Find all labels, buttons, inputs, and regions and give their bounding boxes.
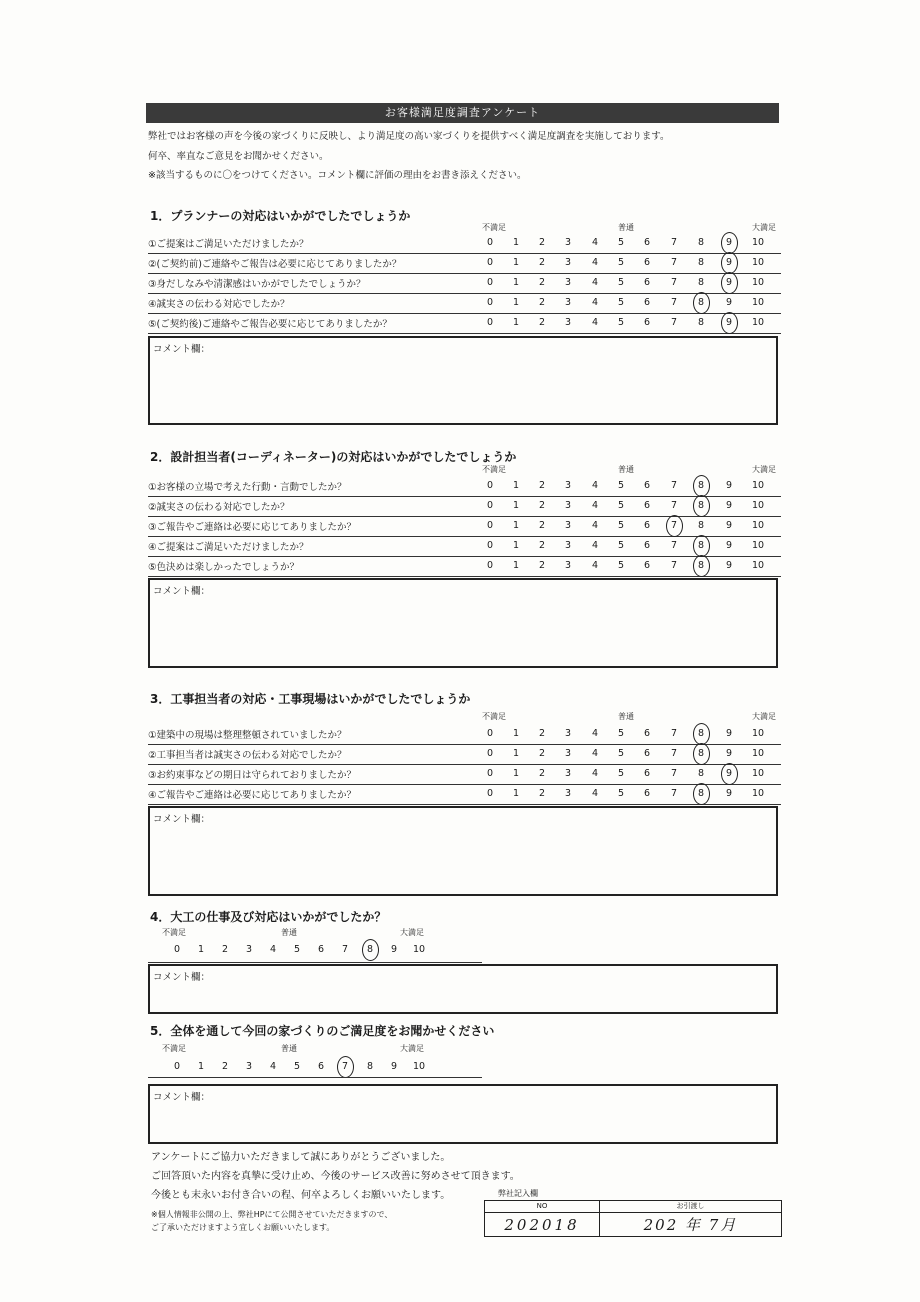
question-text: ⑤色決めは楽しかったでしょうか？ [148, 562, 300, 573]
rating-option[interactable]: 4 [591, 540, 599, 551]
section3-title: 3．工事担当者の対応・工事現場はいかがでしたでしょうか [150, 692, 471, 706]
rating-option[interactable]: 1 [512, 728, 520, 739]
rating-option[interactable]: 2 [538, 237, 546, 248]
rating-option[interactable]: 9 [725, 500, 733, 511]
rating-option[interactable]: 1 [512, 500, 520, 511]
rating-option[interactable]: 0 [486, 297, 494, 308]
rating-option[interactable]: 10 [751, 520, 765, 531]
question-row [148, 496, 781, 517]
rating-option[interactable]: 10 [751, 277, 765, 288]
rating-option[interactable]: 7 [670, 788, 678, 799]
rating-option[interactable]: 4 [591, 748, 599, 759]
rating-option-selected[interactable]: 9 [719, 237, 739, 248]
rating-option[interactable]: 3 [564, 560, 572, 571]
rating-option[interactable]: 9 [725, 728, 733, 739]
question-row [148, 476, 781, 497]
rating-option[interactable]: 5 [617, 297, 625, 308]
rating-option[interactable]: 7 [670, 480, 678, 491]
rating-option-selected[interactable]: 8 [691, 560, 711, 571]
section5-scale-low: 不満足 [162, 1044, 186, 1053]
section5-rating-selected[interactable]: 7 [335, 1061, 355, 1072]
rating-option[interactable]: 2 [538, 788, 546, 799]
question-row [148, 536, 781, 557]
section1-title: 1．プランナーの対応はいかがでしたでしょうか [150, 209, 411, 223]
rating-option[interactable]: 1 [512, 768, 520, 779]
rating-option-selected[interactable]: 8 [691, 297, 711, 308]
rating-option[interactable]: 5 [617, 480, 625, 491]
rating-option[interactable]: 3 [564, 748, 572, 759]
office-use-table [484, 1200, 782, 1237]
rating-option[interactable]: 2 [538, 480, 546, 491]
rating-option[interactable]: 7 [670, 728, 678, 739]
section3-scale-low: 不満足 [482, 712, 506, 721]
rating-option[interactable]: 0 [486, 237, 494, 248]
rating-option[interactable]: 0 [486, 520, 494, 531]
rating-option-selected[interactable]: 9 [719, 768, 739, 779]
rating-option[interactable]: 5 [617, 560, 625, 571]
rating-option[interactable]: 5 [617, 768, 625, 779]
question-text: ④ご提案はご満足いただけましたか？ [148, 542, 309, 553]
rating-option[interactable]: 0 [486, 480, 494, 491]
section4-scale-high: 大満足 [400, 928, 424, 937]
section5-scale-high: 大満足 [400, 1044, 424, 1053]
rating-option[interactable]: 7 [670, 237, 678, 248]
rating-option[interactable]: 1 [512, 480, 520, 491]
rating-option[interactable]: 0 [486, 748, 494, 759]
section4-rating-option[interactable]: 0 [173, 944, 181, 955]
rating-option[interactable]: 3 [564, 728, 572, 739]
section4-rating-option[interactable]: 1 [197, 944, 205, 955]
rating-option[interactable]: 10 [751, 560, 765, 571]
section5-rating-option[interactable]: 8 [366, 1061, 374, 1072]
section3-scale-high: 大満足 [752, 712, 776, 721]
question-row [148, 724, 781, 745]
rating-option[interactable]: 3 [564, 257, 572, 268]
rating-option[interactable]: 0 [486, 560, 494, 571]
section5-rating-option[interactable]: 3 [245, 1061, 253, 1072]
question-text: ④誠実さの伝わる対応でしたか？ [148, 299, 290, 310]
question-text: ①ご提案はご満足いただけましたか？ [148, 239, 309, 250]
question-row [148, 253, 781, 274]
section4-rating-option[interactable]: 9 [390, 944, 398, 955]
rating-option[interactable]: 9 [725, 297, 733, 308]
section2-scale-mid: 普通 [618, 465, 634, 474]
rating-option[interactable]: 3 [564, 297, 572, 308]
rating-option[interactable]: 10 [751, 297, 765, 308]
rating-option[interactable]: 8 [697, 257, 705, 268]
rating-option[interactable]: 5 [617, 237, 625, 248]
question-text: ②誠実さの伝わる対応でしたか？ [148, 502, 290, 513]
office-no-header: NO [485, 1201, 600, 1213]
rating-option[interactable]: 0 [486, 277, 494, 288]
question-row [148, 233, 781, 254]
rating-option[interactable]: 8 [697, 277, 705, 288]
rating-option[interactable]: 6 [643, 257, 651, 268]
section3-scale-mid: 普通 [618, 712, 634, 721]
rating-option[interactable]: 2 [538, 540, 546, 551]
rating-option[interactable]: 5 [617, 500, 625, 511]
office-use-label: 弊社記入欄 [498, 1189, 538, 1198]
office-delivery-header: お引渡し [600, 1201, 781, 1213]
section5-rating-option[interactable]: 4 [269, 1061, 277, 1072]
rating-option[interactable]: 2 [538, 520, 546, 531]
rating-option[interactable]: 6 [643, 297, 651, 308]
question-text: ②工事担当者は誠実さの伝わる対応でしたか？ [148, 750, 347, 761]
rating-option[interactable]: 5 [617, 540, 625, 551]
section5-title: 5．全体を通して今回の家づくりのご満足度をお聞かせください [150, 1024, 495, 1038]
rating-option[interactable]: 4 [591, 560, 599, 571]
section4-comment-box[interactable] [148, 964, 778, 1014]
rating-option[interactable]: 4 [591, 297, 599, 308]
rating-option-selected[interactable]: 8 [691, 728, 711, 739]
rating-option[interactable]: 2 [538, 748, 546, 759]
rating-option[interactable]: 2 [538, 560, 546, 571]
rating-option[interactable]: 1 [512, 748, 520, 759]
rating-option[interactable]: 10 [751, 317, 765, 328]
section5-comment-label: コメント欄： [153, 1092, 211, 1103]
rating-option[interactable]: 4 [591, 500, 599, 511]
rating-option[interactable]: 6 [643, 237, 651, 248]
rating-option[interactable]: 8 [697, 317, 705, 328]
section4-scale-low: 不満足 [162, 928, 186, 937]
rating-option[interactable]: 9 [725, 788, 733, 799]
question-text: ②(ご契約前)ご連絡やご報告は必要に応じてありましたか？ [148, 259, 402, 270]
section5-rating-option[interactable]: 5 [293, 1061, 301, 1072]
rating-option[interactable]: 5 [617, 728, 625, 739]
section5-scale-mid: 普通 [281, 1044, 297, 1053]
rating-option[interactable]: 9 [725, 560, 733, 571]
rating-option[interactable]: 4 [591, 277, 599, 288]
rating-option[interactable]: 7 [670, 768, 678, 779]
question-text: ④ご報告やご連絡は必要に応じてありましたか？ [148, 790, 357, 801]
rating-option[interactable]: 3 [564, 317, 572, 328]
rating-option[interactable]: 6 [643, 540, 651, 551]
question-row [148, 764, 781, 785]
section3-comment-box[interactable] [148, 806, 778, 896]
section1-comment-box[interactable] [148, 336, 778, 425]
section2-scale-high: 大満足 [752, 465, 776, 474]
rating-option[interactable]: 0 [486, 317, 494, 328]
rating-option-selected[interactable]: 9 [719, 317, 739, 328]
section2-scale-low: 不満足 [482, 465, 506, 474]
rating-option[interactable]: 7 [670, 500, 678, 511]
rating-option[interactable]: 10 [751, 728, 765, 739]
rating-option-selected[interactable]: 9 [719, 277, 739, 288]
question-row [148, 556, 781, 577]
rating-option[interactable]: 10 [751, 540, 765, 551]
rating-option-selected[interactable]: 9 [719, 257, 739, 268]
rating-option[interactable]: 10 [751, 768, 765, 779]
rating-option-selected[interactable]: 8 [691, 788, 711, 799]
section5-rating-option[interactable]: 9 [390, 1061, 398, 1072]
rating-option[interactable]: 1 [512, 520, 520, 531]
intro-line-1: 弊社ではお客様の声を今後の家づくりに反映し、より満足度の高い家づくりを提供すべく満足度調査を実施しております。 [148, 131, 670, 142]
section4-title: 4．大工の仕事及び対応はいかがでしたか？ [150, 910, 387, 924]
survey-title: お客様満足度調査アンケート [146, 103, 779, 123]
comment-label: コメント欄： [153, 814, 211, 825]
rating-option[interactable]: 3 [564, 480, 572, 491]
rating-option[interactable]: 9 [725, 520, 733, 531]
office-no-value: 202018 [485, 1213, 600, 1237]
rating-option[interactable]: 9 [725, 748, 733, 759]
rating-option[interactable]: 5 [617, 277, 625, 288]
question-text: ①お客様の立場で考えた行動・言動でしたか？ [148, 482, 347, 493]
rating-option[interactable]: 5 [617, 257, 625, 268]
rating-option[interactable]: 6 [643, 788, 651, 799]
section4-rating-option[interactable]: 7 [341, 944, 349, 955]
rating-option[interactable]: 8 [697, 520, 705, 531]
rating-option[interactable]: 10 [751, 257, 765, 268]
rating-option-selected[interactable]: 8 [691, 480, 711, 491]
rating-option[interactable]: 6 [643, 500, 651, 511]
rating-option[interactable]: 1 [512, 560, 520, 571]
question-row [148, 273, 781, 294]
rating-option[interactable]: 3 [564, 237, 572, 248]
section4-rating-option[interactable]: 5 [293, 944, 301, 955]
rating-option[interactable]: 0 [486, 500, 494, 511]
rating-option[interactable]: 2 [538, 728, 546, 739]
rating-option[interactable]: 3 [564, 500, 572, 511]
section5-rating-option[interactable]: 2 [221, 1061, 229, 1072]
rating-option-selected[interactable]: 8 [691, 540, 711, 551]
section4-scale-mid: 普通 [281, 928, 297, 937]
rating-option[interactable]: 7 [670, 748, 678, 759]
rating-option[interactable]: 4 [591, 480, 599, 491]
rating-option[interactable]: 8 [697, 237, 705, 248]
section1-scale-mid: 普通 [618, 223, 634, 232]
intro-line-2: 何卒、率直なご意見をお聞かせください。 [148, 151, 329, 162]
question-row [148, 744, 781, 765]
section4-rating-line [148, 962, 482, 963]
rating-option[interactable]: 7 [670, 560, 678, 571]
rating-option[interactable]: 10 [751, 788, 765, 799]
rating-option[interactable]: 3 [564, 277, 572, 288]
rating-option[interactable]: 6 [643, 728, 651, 739]
note-line-1: ※個人情報非公開の上、弊社HPにて公開させていただきますので、 [151, 1210, 393, 1219]
rating-option[interactable]: 7 [670, 277, 678, 288]
rating-option[interactable]: 4 [591, 520, 599, 531]
rating-option[interactable]: 9 [725, 480, 733, 491]
question-text: ③ご報告やご連絡は必要に応じてありましたか？ [148, 522, 357, 533]
closing-line-1: アンケートにご協力いただきまして誠にありがとうございました。 [151, 1152, 451, 1163]
rating-option[interactable]: 10 [751, 237, 765, 248]
question-row [148, 516, 781, 537]
comment-label: コメント欄： [153, 344, 211, 355]
rating-option[interactable]: 1 [512, 237, 520, 248]
office-delivery-value: 202 年 7月 [643, 1216, 738, 1234]
rating-option[interactable]: 1 [512, 788, 520, 799]
rating-option[interactable]: 2 [538, 317, 546, 328]
rating-option[interactable]: 1 [512, 257, 520, 268]
rating-option[interactable]: 9 [725, 540, 733, 551]
rating-option[interactable]: 7 [670, 317, 678, 328]
section4-rating-option[interactable]: 4 [269, 944, 277, 955]
rating-option[interactable]: 5 [617, 317, 625, 328]
rating-option[interactable]: 10 [751, 748, 765, 759]
section1-scale-low: 不満足 [482, 223, 506, 232]
rating-option[interactable]: 4 [591, 317, 599, 328]
rating-option[interactable]: 5 [617, 788, 625, 799]
rating-option[interactable]: 6 [643, 480, 651, 491]
rating-option[interactable]: 4 [591, 788, 599, 799]
rating-option[interactable]: 6 [643, 748, 651, 759]
rating-option[interactable]: 3 [564, 540, 572, 551]
section4-rating-option[interactable]: 10 [412, 944, 426, 955]
rating-option[interactable]: 7 [670, 540, 678, 551]
rating-option[interactable]: 2 [538, 768, 546, 779]
rating-option[interactable]: 5 [617, 748, 625, 759]
section5-rating-line [148, 1077, 482, 1078]
question-row [148, 313, 781, 334]
section5-comment-box[interactable] [148, 1084, 778, 1144]
rating-option[interactable]: 0 [486, 540, 494, 551]
rating-option[interactable]: 4 [591, 257, 599, 268]
question-text: ③身だしなみや清潔感はいかがでしたでしょうか？ [148, 279, 366, 290]
rating-option[interactable]: 3 [564, 768, 572, 779]
rating-option[interactable]: 2 [538, 257, 546, 268]
rating-option[interactable]: 1 [512, 540, 520, 551]
rating-option[interactable]: 4 [591, 768, 599, 779]
rating-option[interactable]: 1 [512, 297, 520, 308]
rating-option-selected[interactable]: 8 [691, 500, 711, 511]
rating-option[interactable]: 10 [751, 480, 765, 491]
rating-option[interactable]: 1 [512, 317, 520, 328]
section5-rating-option[interactable]: 0 [173, 1061, 181, 1072]
section1-scale-high: 大満足 [752, 223, 776, 232]
question-text: ③お約束事などの期日は守られておりましたか？ [148, 770, 357, 781]
rating-option[interactable]: 1 [512, 277, 520, 288]
rating-option-selected[interactable]: 8 [691, 748, 711, 759]
rating-option[interactable]: 10 [751, 500, 765, 511]
rating-option[interactable]: 3 [564, 520, 572, 531]
question-row [148, 784, 781, 805]
section4-rating-option[interactable]: 3 [245, 944, 253, 955]
rating-option[interactable]: 5 [617, 520, 625, 531]
rating-option[interactable]: 6 [643, 560, 651, 571]
section4-rating-option[interactable]: 6 [317, 944, 325, 955]
rating-option[interactable]: 3 [564, 788, 572, 799]
section5-rating-option[interactable]: 1 [197, 1061, 205, 1072]
section2-comment-box[interactable] [148, 578, 778, 668]
rating-option[interactable]: 4 [591, 237, 599, 248]
section2-title: 2．設計担当者(コーディネーター)の対応はいかがでしたでしょうか [150, 450, 517, 464]
rating-option[interactable]: 4 [591, 728, 599, 739]
rating-option[interactable]: 8 [697, 768, 705, 779]
section5-rating-option[interactable]: 6 [317, 1061, 325, 1072]
rating-option[interactable]: 7 [670, 297, 678, 308]
closing-line-2: ご回答頂いた内容を真摯に受け止め、今後のサービス改善に努めさせて頂きます。 [151, 1171, 520, 1182]
question-row [148, 293, 781, 314]
section4-comment-label: コメント欄： [153, 972, 211, 983]
rating-option[interactable]: 6 [643, 520, 651, 531]
rating-option[interactable]: 6 [643, 277, 651, 288]
section5-rating-option[interactable]: 10 [412, 1061, 426, 1072]
rating-option[interactable]: 6 [643, 768, 651, 779]
rating-option[interactable]: 0 [486, 257, 494, 268]
rating-option[interactable]: 0 [486, 768, 494, 779]
question-text: ①建築中の現場は整理整頓されていましたか？ [148, 730, 347, 741]
note-line-2: ご了承いただけますよう宜しくお願いいたします。 [151, 1223, 335, 1232]
section4-rating-selected[interactable]: 8 [360, 944, 380, 955]
rating-option[interactable]: 2 [538, 500, 546, 511]
rating-option[interactable]: 2 [538, 277, 546, 288]
closing-line-3: 今後とも末永いお付き合いの程、何卒よろしくお願いいたします。 [151, 1190, 451, 1201]
intro-line-3: ※該当するものに〇をつけてください。コメント欄に評価の理由をお書き添えください。 [148, 170, 527, 181]
rating-option[interactable]: 0 [486, 788, 494, 799]
section4-rating-option[interactable]: 2 [221, 944, 229, 955]
rating-option[interactable]: 6 [643, 317, 651, 328]
rating-option-selected[interactable]: 7 [664, 520, 684, 531]
question-text: ⑤(ご契約後)ご連絡やご報告必要に応じてありましたか？ [148, 319, 392, 330]
rating-option[interactable]: 7 [670, 257, 678, 268]
comment-label: コメント欄： [153, 586, 211, 597]
rating-option[interactable]: 2 [538, 297, 546, 308]
rating-option[interactable]: 0 [486, 728, 494, 739]
